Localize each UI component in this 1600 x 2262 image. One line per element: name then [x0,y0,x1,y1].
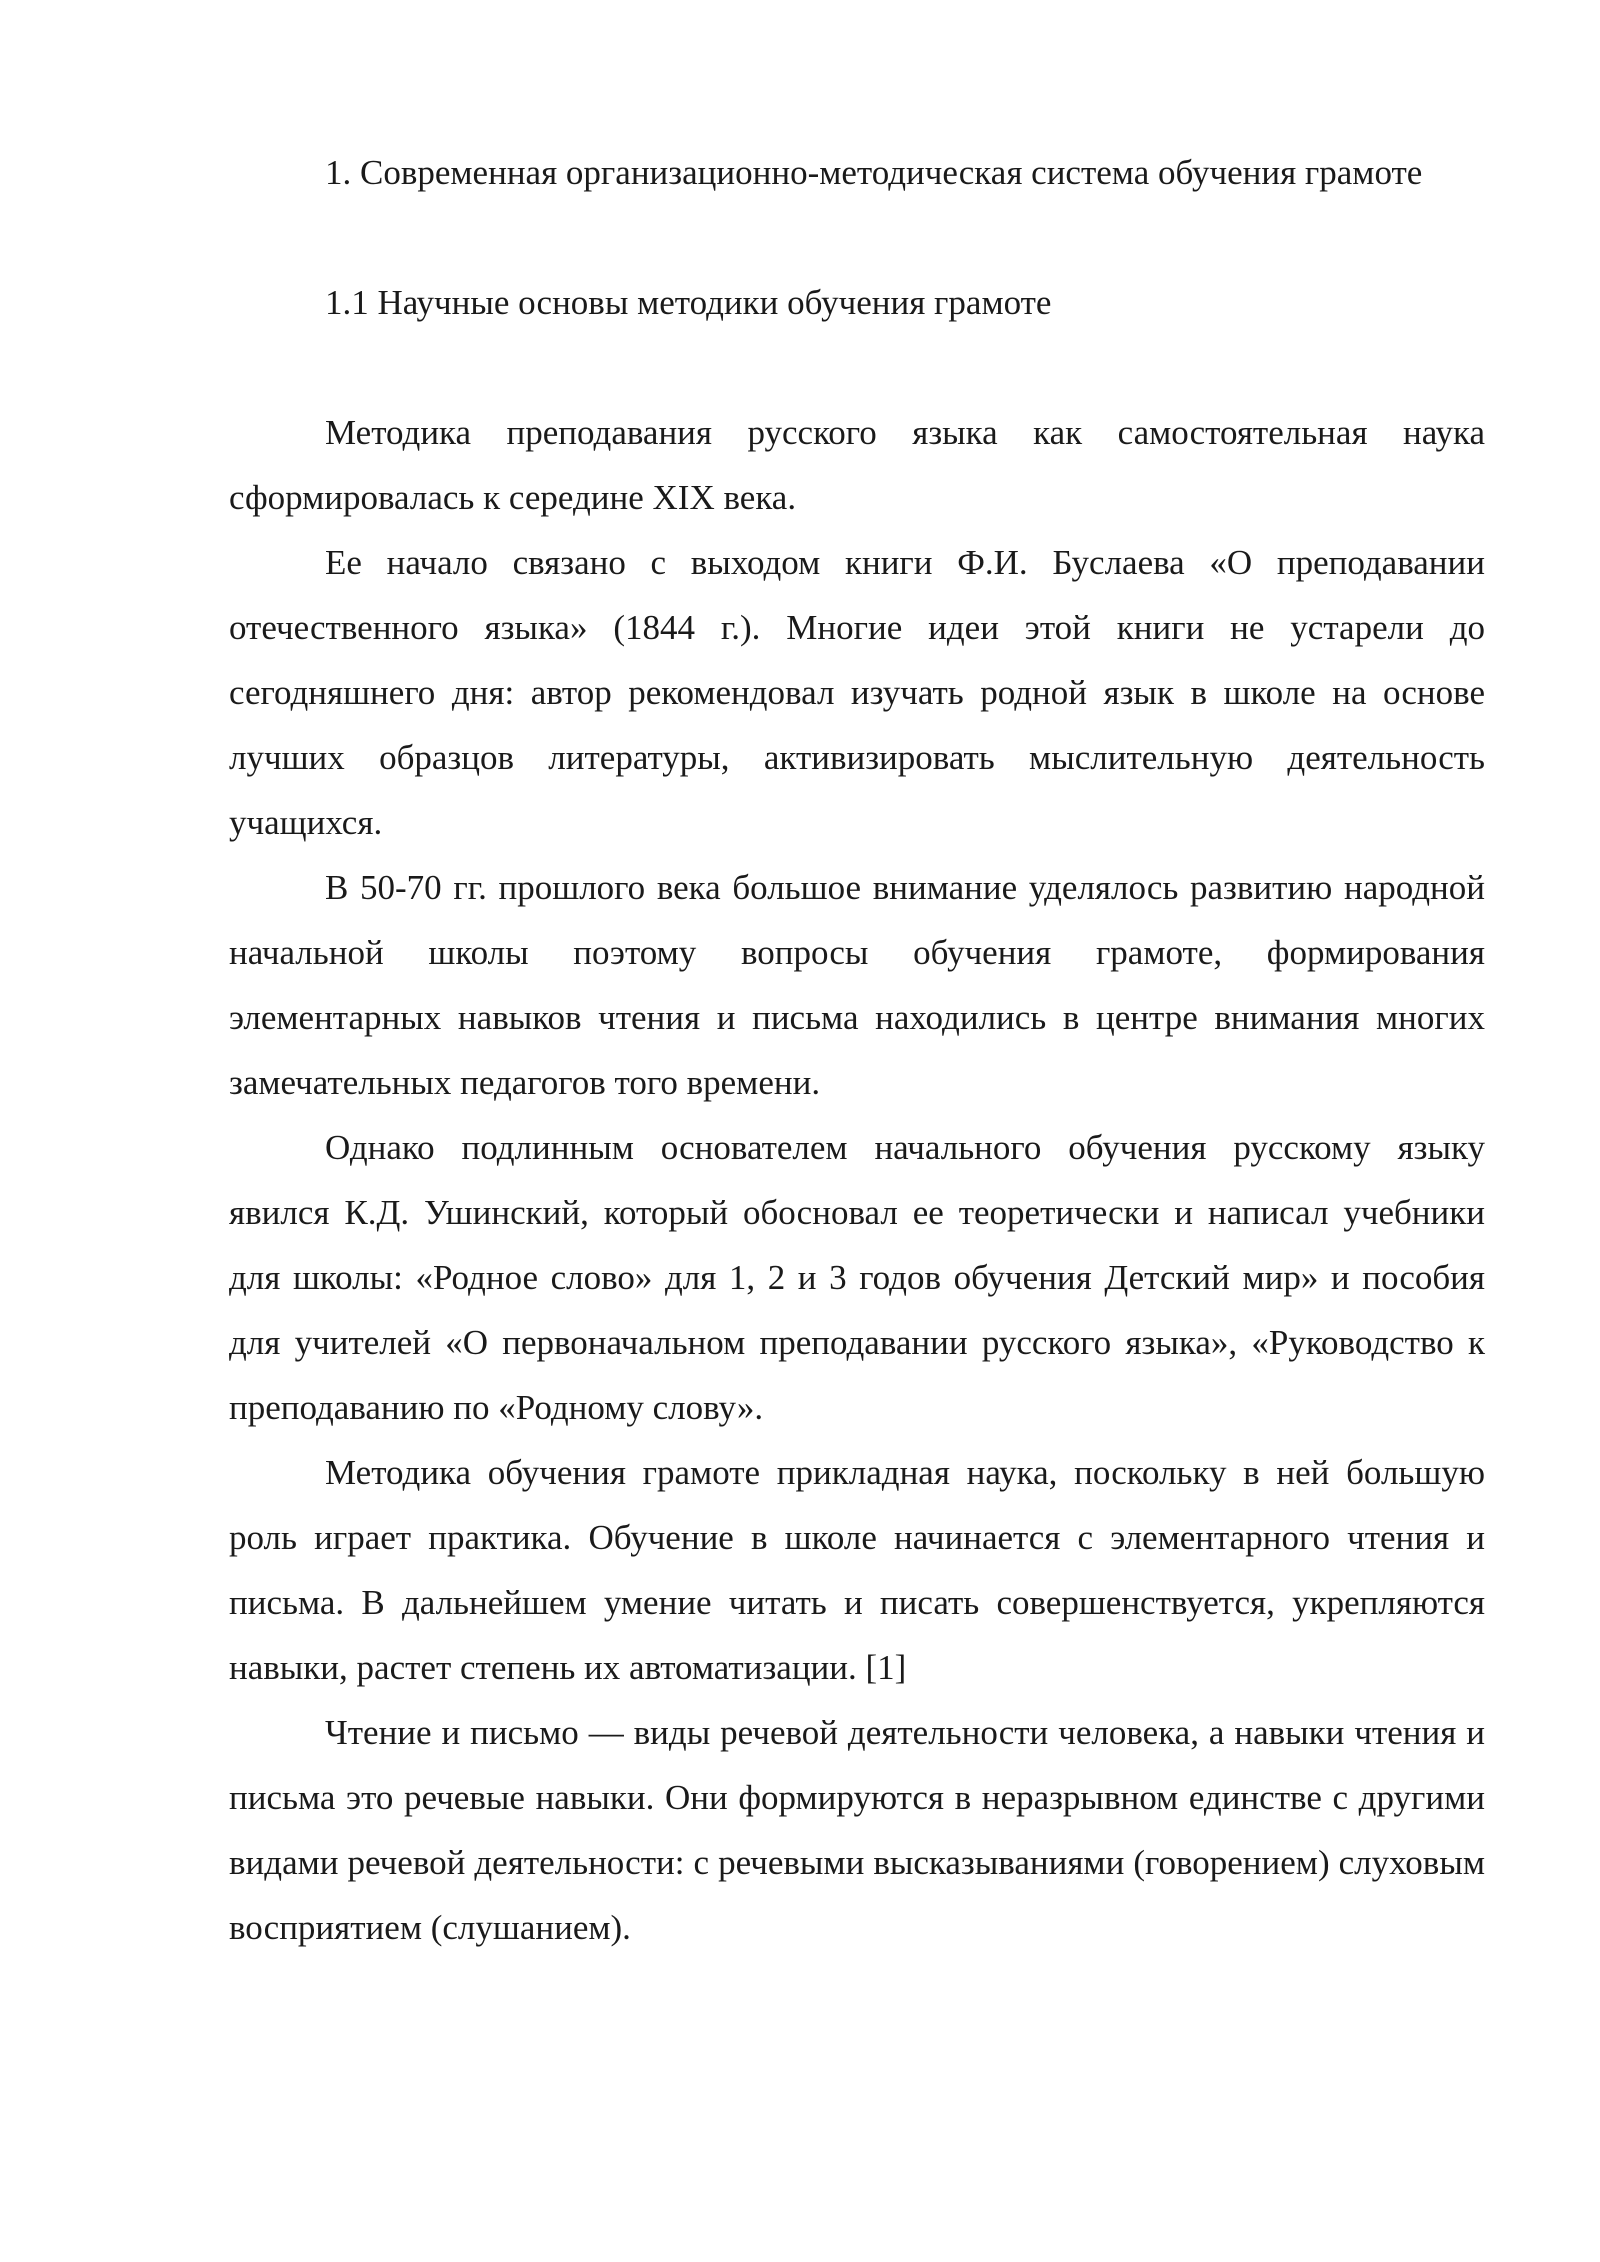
paragraph: Методика преподавания русского языка как самостоятельная наука сформировалась к середине XIX века. [229,413,1485,517]
document-page [229,140,1485,1960]
paragraph: Ее начало связано с выходом книги Ф.И. Буслаева «О преподавании отечественного языка» (1844 г.). Многие идеи этой книги не устарели до сегодняшнего дня: автор рекомендовал изучать родной язык в школе на основе лучших образцов литературы, активизировать мыслительную деятельность учащихся. [229,543,1485,842]
paragraph: Чтение и письмо — виды речевой деятельности человека, а навыки чтения и письма это речевые навыки. Они формируются в неразрывном единстве с другими видами речевой деятельности: с речевыми высказываниями (говорением) слуховым восприятием (слушанием). [229,1713,1485,1947]
paragraph: Методика обучения грамоте прикладная наука, поскольку в ней большую роль играет практика. Обучение в школе начинается с элементарного чтения и письма. В дальнейшем умение читать и писать совершенствуется, укрепляются навыки, растет степень их автоматизации. [1] [229,1453,1485,1687]
paragraph: В 50-70 гг. прошлого века большое внимание уделялось развитию народной начальной школы поэтому вопросы обучения грамоте, формирования элементарных навыков чтения и письма находились в центре внимания многих замечательных педагогов того времени. [229,868,1485,1102]
subsection-heading: 1.1 Научные основы методики обучения грамоте [325,283,1052,322]
section-heading: 1. Современная организационно-методическая система обучения грамоте [325,153,1423,192]
paragraph: Однако подлинным основателем начального обучения русскому языку явился К.Д. Ушинский, который обосновал ее теоретически и написал учебники для школы: «Родное слово» для 1, 2 и 3 годов обучения Детский мир» и пособия для учителей «О первоначальном преподавании русского языка», «Руководство к преподаванию по «Родному слову». [229,1128,1485,1427]
